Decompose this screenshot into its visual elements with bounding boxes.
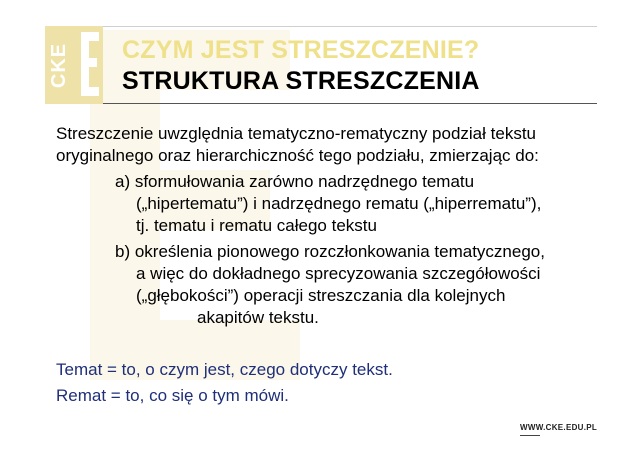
slide-title-primary: CZYM JEST STRESZCZENIE? — [122, 36, 480, 64]
footer-url[interactable]: WWW.CKE.EDU.PL — [520, 423, 598, 432]
temat-definition: Temat = to, o czym jest, czego dotyczy tekst. — [56, 360, 393, 379]
logo-e-shape — [81, 32, 99, 96]
slide-title-secondary: STRUKTURA STRESZCZENIA — [122, 67, 480, 95]
intro-line-2: oryginalnego oraz hierarchiczność tego podziału, zmierzając do: — [56, 146, 539, 165]
point-b-line-4: akapitów tekstu. — [197, 308, 319, 327]
logo-text: CKE — [48, 42, 71, 88]
point-a-line-2: („hipertematu”) i nadrzędnego rematu („hiperrematu”), — [136, 194, 542, 213]
top-divider — [103, 26, 597, 27]
cke-logo — [45, 26, 103, 104]
point-b-line-3: („głębokości”) operacji streszczania dla kolejnych — [136, 286, 506, 305]
remat-definition: Remat = to, co się o tym mówi. — [56, 386, 289, 405]
footer-underline — [520, 435, 540, 436]
title-divider — [103, 103, 597, 104]
point-a-line-1: a) sformułowania zarówno nadrzędnego tematu — [115, 172, 475, 191]
point-a-line-3: tj. tematu i rematu całego tekstu — [136, 216, 377, 235]
point-b-line-2: a więc do dokładnego sprecyzowania szczegółowości — [136, 264, 541, 283]
point-b-line-1: b) określenia pionowego rozczłonkowania tematycznego, — [115, 242, 545, 261]
intro-line-1: Streszczenie uwzględnia tematyczno-rematyczny podział tekstu — [56, 124, 536, 143]
